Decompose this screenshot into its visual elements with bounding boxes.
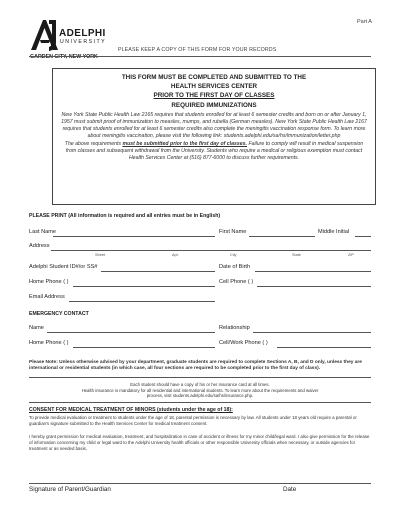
student-id-field[interactable] xyxy=(101,271,215,272)
home-phone-field[interactable] xyxy=(73,286,215,287)
insurance-line-3: process, visit students.adelphi.edu/sa/hs/insurance.php. xyxy=(146,393,254,399)
signature-label: Signature of Parent/Guardian xyxy=(29,486,111,493)
notice-heading-3: PRIOR TO THE FIRST DAY OF CLASSES xyxy=(153,92,275,100)
email-row xyxy=(29,294,371,302)
first-name-label: First Name xyxy=(219,229,247,235)
emergency-phone-row xyxy=(29,340,371,348)
deadline-paragraph xyxy=(59,141,369,162)
adelphi-logo-icon xyxy=(29,18,63,52)
emergency-cell-phone-field[interactable] xyxy=(277,347,371,348)
deadline-text-c: Failure to comply will result in medical suspension from classes and subsequent withdrawal from the University. Students who require a medical or religious exemption must contact Health Services Center at (516) 877-6000 to discuss further requirements. xyxy=(65,141,364,162)
emergency-name-label: Name xyxy=(29,325,44,331)
deadline-emphasis: must be submitted prior to the first day of classes. xyxy=(122,141,247,148)
insurance-note xyxy=(29,382,371,399)
apt-hint: Apt. xyxy=(172,253,179,257)
street-hint: Street xyxy=(95,253,106,257)
part-label: Part A xyxy=(357,19,372,25)
last-name-label: Last Name xyxy=(29,229,57,235)
emergency-cell-phone-label: Cell/Work Phone ( ) xyxy=(219,340,268,346)
address-field[interactable] xyxy=(51,250,371,251)
email-field[interactable] xyxy=(69,301,215,302)
id-row xyxy=(29,264,371,272)
consent-paragraph-1: To provide medical evaluation or treatment to students under the age of 18, parental permission is necessary by law. All students under 18 years old require a parental or guardian's signature submitted to the Health Services Center for medical treatment consent. xyxy=(29,415,357,426)
logo-name: ADELPHI xyxy=(59,28,106,39)
immunization-paragraph: New York State Public Health Law 2165 requires that students enrolled for at least 6 semester credits and born on or after January 1, 1957 must submit proof of immunization to measles, mumps, and rubella (German measles). New York State Public Health Law 2167 requires that students enrolled for at least 6 semester credits also complete the meningitis vaccination response form. To learn more about meningitis vaccination, please visit the following link: students.adelphi.edu/sa/hs/immunization/letter.php xyxy=(61,111,367,139)
address-label: Address xyxy=(29,243,50,249)
notice-heading-4: REQUIRED IMMUNIZATIONS xyxy=(171,101,257,109)
student-id-label: Adelphi Student ID#/or SS# xyxy=(29,264,98,270)
consent-title: CONSENT FOR MEDICAL TREATMENT OF MINORS (students under the age of 18): xyxy=(29,407,233,413)
city-hint: City xyxy=(230,253,237,257)
insurance-line-2: Health insurance is mandatory for all residential and international students. To learn more about the requirements and waiver xyxy=(81,387,319,393)
middle-initial-label: Middle Initial xyxy=(318,229,350,235)
note-text: Unless otherwise advised by your department, graduate students are required to complete Sections A, B, and D only, unless they are international or residential students (in which case, all four sections are required to be completed prior to the first day of class). xyxy=(29,360,362,372)
consent-paragraph-2: I hereby grant permission for medical evaluation, treatment, and hospitalization in case of accident or illness for my minor child/legal ward. I also give permission for the release of information concerning my child or legal ward to the Adelphi University health officials or other responsible University officials when necessary, or outside agencies for treatment or as needed basis. xyxy=(29,434,370,451)
middle-initial-field[interactable] xyxy=(355,236,371,237)
dob-label: Date of Birth xyxy=(219,264,251,270)
dob-field[interactable] xyxy=(255,271,371,272)
name-row xyxy=(29,229,371,237)
print-instructions: PLEASE PRINT (All information is required and all entries must be in English) xyxy=(29,213,221,219)
note-label: Please Note: xyxy=(29,360,58,365)
emergency-home-phone-label: Home Phone ( ) xyxy=(29,340,69,346)
signature-line[interactable] xyxy=(29,483,371,484)
state-hint: State xyxy=(292,253,301,257)
cell-phone-field[interactable] xyxy=(257,286,371,287)
logo-campus: GARDEN CITY, NEW YORK xyxy=(30,54,98,60)
insurance-divider xyxy=(29,402,371,403)
header-divider xyxy=(29,56,371,57)
cell-phone-label: Cell Phone ( ) xyxy=(219,279,254,285)
relationship-label: Relationship xyxy=(219,325,250,331)
logo-university: UNIVERSITY xyxy=(60,39,107,45)
relationship-field[interactable] xyxy=(253,332,371,333)
university-logo xyxy=(29,18,109,66)
note-divider xyxy=(29,377,371,378)
email-label: Email Address xyxy=(29,294,65,300)
home-phone-label: Home Phone ( ) xyxy=(29,279,69,285)
notice-heading-2: HEALTH SERVICES CENTER xyxy=(170,83,258,91)
deadline-text-a: The above requirements xyxy=(64,141,123,148)
keep-copy-note: PLEASE KEEP A COPY OF THIS FORM FOR YOUR RECORDS xyxy=(118,47,277,53)
zip-hint: ZIP xyxy=(348,253,354,257)
date-label: Date xyxy=(283,486,297,493)
first-name-field[interactable] xyxy=(249,236,315,237)
graduate-note xyxy=(29,360,371,372)
insurance-line-1: Each student should have a copy of his or her insurance card at all times. xyxy=(130,382,270,387)
emergency-name-field[interactable] xyxy=(47,332,215,333)
phone-row xyxy=(29,279,371,287)
emergency-name-row xyxy=(29,325,371,333)
notice-heading-1: THIS FORM MUST BE COMPLETED AND SUBMITTED TO THE xyxy=(121,74,307,81)
address-row xyxy=(29,243,371,257)
emergency-contact-title: EMERGENCY CONTACT xyxy=(29,311,89,317)
requirements-notice xyxy=(52,68,376,205)
emergency-home-phone-field[interactable] xyxy=(73,347,215,348)
last-name-field[interactable] xyxy=(53,236,215,237)
